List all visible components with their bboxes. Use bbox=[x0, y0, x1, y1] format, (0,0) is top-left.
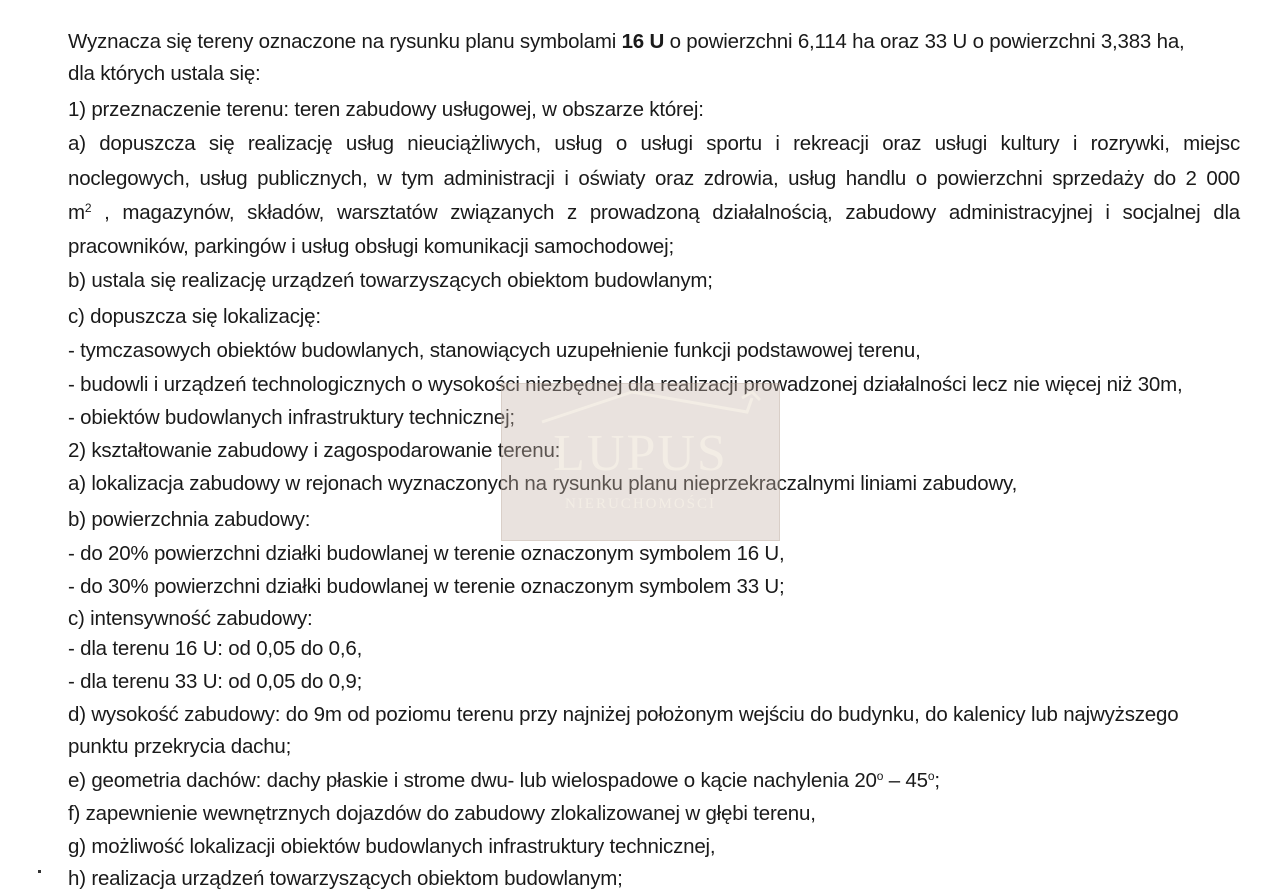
item-2a: a) lokalizacja zabudowy w rejonach wyznaczonych na rysunku planu nieprzekraczalnymi liniami zabudowy, bbox=[68, 472, 1018, 495]
item-2h: h) realizacja urządzeń towarzyszących obiektom budowlanym; bbox=[68, 867, 623, 890]
text-run: m bbox=[68, 201, 85, 224]
item-1c: c) dopuszcza się lokalizację: bbox=[68, 305, 321, 328]
item-1c-bullet-3: - obiektów budowlanych infrastruktury technicznej; bbox=[68, 406, 515, 429]
item-1c-bullet-1: - tymczasowych obiektów budowlanych, stanowiących uzupełnienie funkcji podstawowej terenu, bbox=[68, 339, 921, 362]
watermark-brand: LUPUS bbox=[553, 425, 728, 482]
paragraph-intro-line-2: dla których ustala się: bbox=[68, 62, 261, 85]
section-2-heading: 2) kształtowanie zabudowy i zagospodarowanie terenu: bbox=[68, 439, 561, 462]
item-2c-bullet-2: - dla terenu 33 U: od 0,05 do 0,9; bbox=[68, 670, 363, 693]
item-2c-bullet-1: - dla terenu 16 U: od 0,05 do 0,6, bbox=[68, 637, 363, 660]
text-run: e) geometria dachów: dachy płaskie i strome dwu- lub wielospadowe o kącie nachylenia 20 bbox=[68, 769, 877, 792]
item-1a-line-1: a) dopuszcza się realizację usług nieuciążliwych, usług o usługi sportu i rekreacji oraz usługi kultury i rozrywki, miejsc bbox=[68, 132, 1240, 155]
item-2e bbox=[68, 767, 940, 795]
item-1b: b) ustala się realizację urządzeń towarzyszących obiektom budowlanym; bbox=[68, 269, 713, 292]
degree-mark: o bbox=[927, 769, 935, 783]
item-1a-line-3 bbox=[68, 199, 1240, 227]
text-run: – 45 bbox=[883, 769, 928, 792]
item-2b: b) powierzchnia zabudowy: bbox=[68, 508, 311, 531]
text-run: o powierzchni 6,114 ha oraz 33 U o powierzchni 3,383 ha, bbox=[664, 30, 1185, 53]
section-1-heading: 1) przeznaczenie terenu: teren zabudowy usługowej, w obszarze której: bbox=[68, 98, 704, 121]
item-1a-line-4: pracowników, parkingów i usług obsługi komunikacji samochodowej; bbox=[68, 235, 674, 258]
item-2g: g) możliwość lokalizacji obiektów budowlanych infrastruktury technicznej, bbox=[68, 835, 716, 858]
text-run: , magazynów, składów, warsztatów związanych z prowadzoną działalnością, zabudowy administracyjnej i socjalnej dla bbox=[91, 201, 1240, 224]
superscript: 2 bbox=[84, 201, 92, 215]
item-2d-line-1: d) wysokość zabudowy: do 9m od poziomu terenu przy najniżej położonym wejściu do budynku, do kalenicy lub najwyższego bbox=[68, 703, 1179, 726]
item-2f: f) zapewnienie wewnętrznych dojazdów do zabudowy zlokalizowanej w głębi terenu, bbox=[68, 802, 816, 825]
item-1a-line-2: noclegowych, usług publicznych, w tym administracji i oświaty oraz zdrowia, usług handlu o powierzchni sprzedaży do 2 000 bbox=[68, 167, 1240, 190]
item-2c: c) intensywność zabudowy: bbox=[68, 607, 313, 630]
item-2b-bullet-2: - do 30% powierzchni działki budowlanej w terenie oznaczonym symbolem 33 U; bbox=[68, 575, 785, 598]
text-run: ; bbox=[934, 769, 940, 792]
watermark-subtitle: NIERUCHOMOŚCI bbox=[564, 496, 716, 512]
degree-mark: o bbox=[876, 769, 884, 783]
scan-artifact-mark bbox=[38, 870, 41, 873]
paragraph-intro-line-1 bbox=[68, 28, 1185, 56]
item-2d-line-2: punktu przekrycia dachu; bbox=[68, 735, 292, 758]
symbol-16u-bold: 16 U bbox=[621, 30, 665, 53]
item-2b-bullet-1: - do 20% powierzchni działki budowlanej w terenie oznaczonym symbolem 16 U, bbox=[68, 542, 785, 565]
text-run: Wyznacza się tereny oznaczone na rysunku planu symbolami bbox=[68, 30, 622, 53]
item-1c-bullet-2: - budowli i urządzeń technologicznych o wysokości niezbędnej dla realizacji prowadzonej działalności lecz nie więcej niż 30m, bbox=[68, 373, 1183, 396]
lupus-watermark-logo bbox=[501, 383, 780, 541]
